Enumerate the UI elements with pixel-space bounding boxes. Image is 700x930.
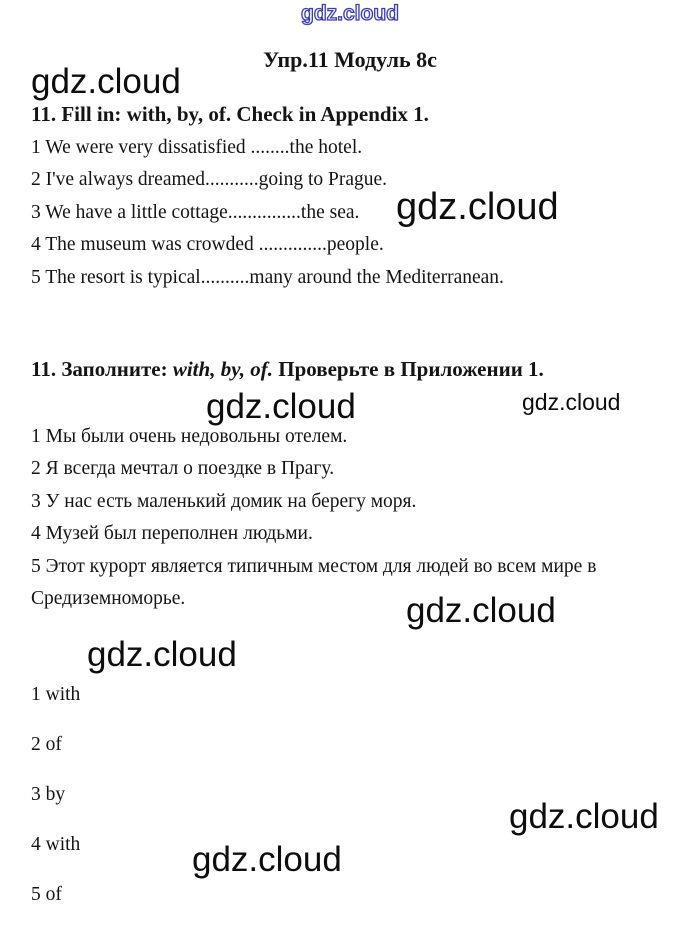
answer-5: 5 of [31,884,62,905]
watermark-bottom-center: gdz.cloud [192,840,342,879]
watermark-left-large: gdz.cloud [31,62,181,101]
watermark-inline-sea: gdz.cloud [396,186,559,228]
sentence-en-1: 1 We were very dissatisfied ........the hotel. [31,137,363,158]
watermark-mid-right: gdz.cloud [406,591,556,630]
watermark-center-large: gdz.cloud [206,387,356,426]
heading-ru-prefix: 11. Заполните: [31,357,173,381]
sentence-ru-4: 4 Музей был переполнен людьми. [31,523,313,545]
sentence-en-2: 2 I've always dreamed...........going to Prague. [31,169,388,191]
sentence-en-3: 3 We have a little cottage...............the sea. [31,201,360,223]
sentence-en-4: 4 The museum was crowded ..............people. [31,234,384,256]
answers-list [31,670,231,920]
watermark-top-outline: gdz.cloud [301,2,399,25]
answer-2: 2 of [31,734,62,755]
watermark-right-small: gdz.cloud [522,389,621,415]
sentence-ru-1: 1 Мы были очень недовольны отелем. [31,426,348,447]
sentence-list-ru [31,421,679,615]
sentence-ru-5: 5 Этот курорт является типичным местом для людей во всем мире в Средиземноморье. [31,555,597,610]
sentence-ru-2: 2 Я всегда мечтал о поездке в Прагу. [31,458,335,480]
sentence-ru-3: 3 У нас есть маленький домик на берегу моря. [31,490,417,512]
watermark-mid-left: gdz.cloud [87,635,237,674]
answer-4: 4 with [31,834,81,855]
exercise-heading-ru [31,357,544,382]
answer-3: 3 by [31,784,66,805]
exercise-title: Упр.11 Модуль 8c [263,47,437,72]
answer-1: 1 with [31,684,81,705]
heading-ru-prepositions: with, by, of. [172,357,273,381]
exercise-heading-en: 11. Fill in: with, by, of. Check in Appendix 1. [31,102,429,126]
sentence-en-5: 5 The resort is typical..........many around the Mediterranean. [31,266,504,288]
sentence-list-en [31,132,686,294]
heading-ru-suffix: Проверьте в Приложении 1. [272,357,544,381]
watermark-bottom-right: gdz.cloud [509,797,659,836]
